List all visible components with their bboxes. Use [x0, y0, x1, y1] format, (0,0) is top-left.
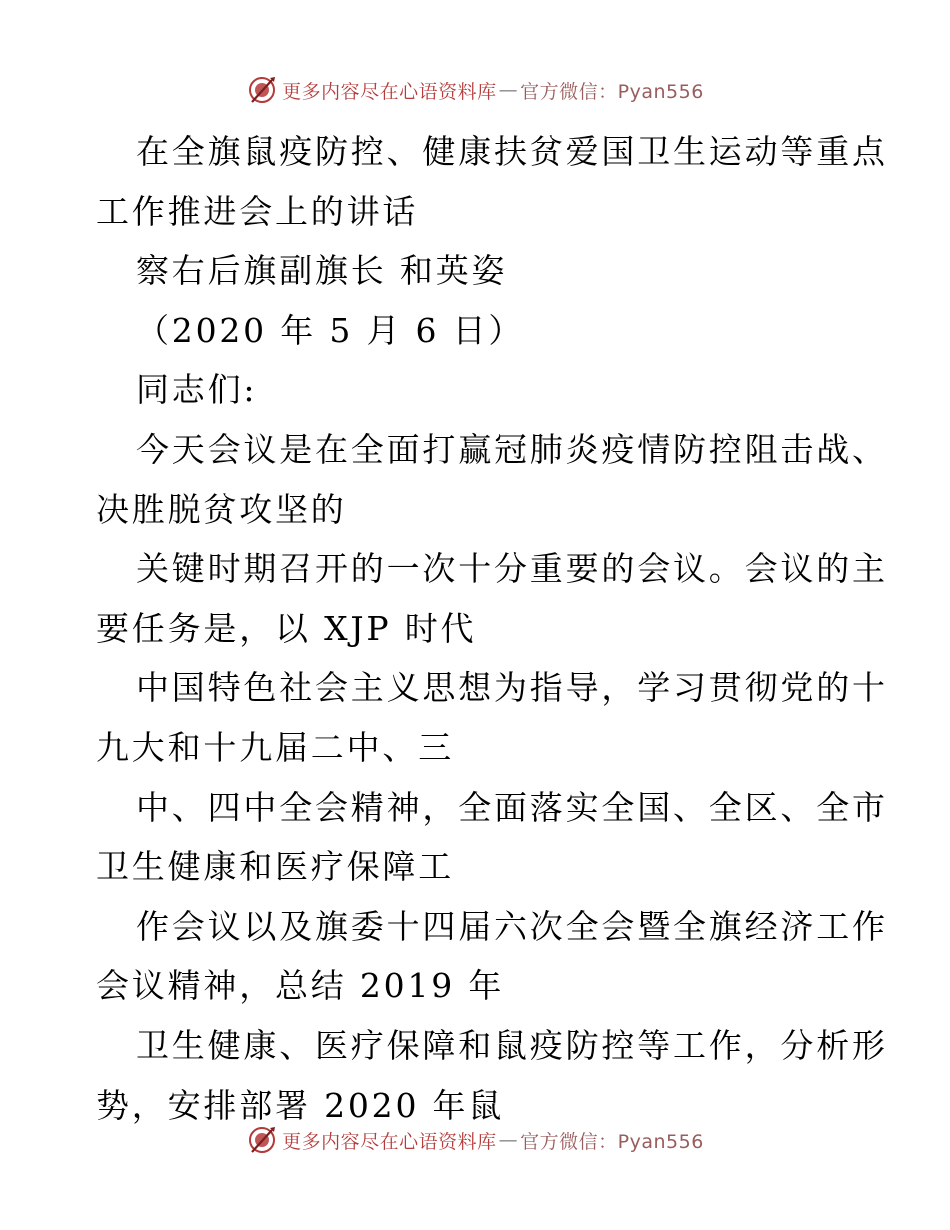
watermark-separator: — [498, 79, 519, 101]
date-line: （2020 年 5 月 6 日） [136, 310, 525, 350]
document-body [96, 122, 888, 1135]
footer-watermark [0, 1118, 950, 1162]
salutation-line: 同志们: [136, 370, 258, 410]
quill-seal-icon [246, 1124, 278, 1156]
paragraph-line: 中、四中全会精神，全面落实全国、全区、全市 [136, 787, 888, 827]
paragraph-line: 决胜脱贫攻坚的 [96, 489, 347, 529]
paragraph-line: 卫生健康、医疗保障和鼠疫防控等工作，分析形 [136, 1025, 888, 1065]
paragraph-line: 关键时期召开的一次十分重要的会议。会议的主 [136, 549, 888, 589]
paragraph-line: 今天会议是在全面打赢冠肺炎疫情防控阻击战、 [136, 429, 888, 469]
watermark-right-text: 官方微信：Pyan556 [520, 80, 704, 103]
watermark-left-text: 更多内容尽在心语资料库 [282, 80, 497, 103]
paragraph-line: 会议精神，总结 2019 年 [96, 966, 505, 1006]
paragraph-line: 中国特色社会主义思想为指导，学习贯彻党的十 [136, 668, 888, 708]
watermark-left-text: 更多内容尽在心语资料库 [282, 1130, 497, 1153]
title-line-2: 工作推进会上的讲话 [96, 191, 419, 231]
watermark-right-text: 官方微信：Pyan556 [520, 1130, 704, 1153]
paragraph-line: 要任务是，以 XJP 时代 [96, 608, 477, 648]
header-watermark [0, 68, 950, 112]
paragraph-line: 卫生健康和医疗保障工 [96, 847, 454, 887]
speaker-line: 察右后旗副旗长 和英姿 [136, 251, 508, 291]
paragraph-line: 作会议以及旗委十四届六次全会暨全旗经济工作 [136, 906, 888, 946]
paragraph-line: 九大和十九届二中、三 [96, 727, 454, 767]
paragraph-line: 势，安排部署 2020 年鼠 [96, 1085, 505, 1125]
title-line-1: 在全旗鼠疫防控、健康扶贫爱国卫生运动等重点 [136, 132, 888, 171]
quill-seal-icon [246, 74, 278, 106]
watermark-separator: — [498, 1129, 519, 1151]
